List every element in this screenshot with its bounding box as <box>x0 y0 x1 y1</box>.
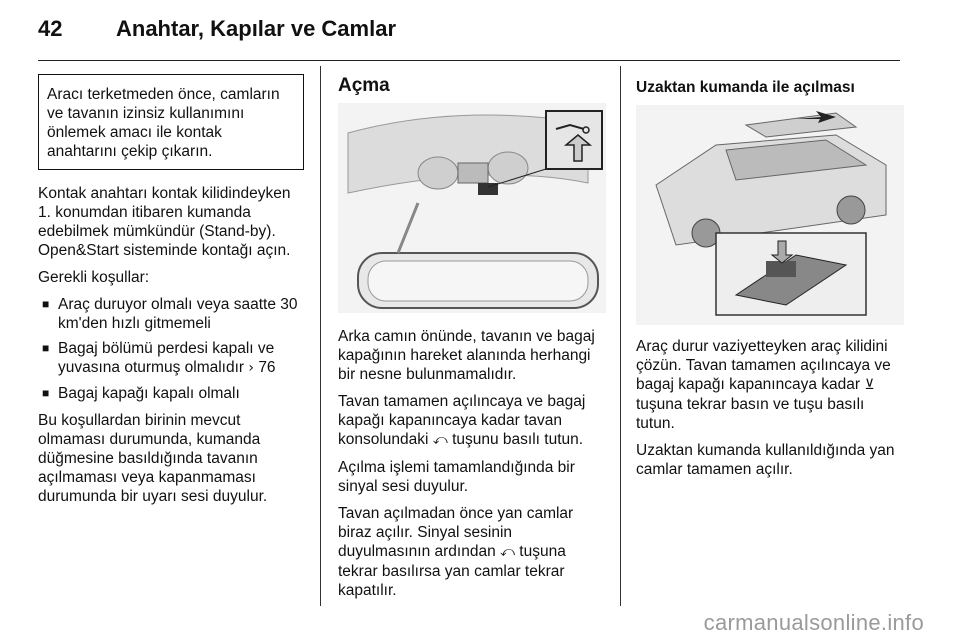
watermark: carmanualsonline.info <box>703 610 924 635</box>
page-reference: 76 <box>258 359 276 376</box>
condition-item: ■ Bagaj kapağı kapalı olmalı <box>38 384 304 403</box>
warning-paragraph: Bu koşullardan birinin mevcut olmaması durumunda, kumanda düğmesine basıldığında tavanın açılmaması veya kapanmaması durumunda bir uyarı sesi duyulur. <box>38 412 268 505</box>
open-para-4: Tavan açılmadan önce yan camlar biraz açılır. Sinyal sesinin duyulmasının ardından ⤺ tuşuna tekrar basılırsa yan camlar tekrar kapatılır. <box>338 505 574 599</box>
roof-button-icon: ⤺ <box>500 544 515 560</box>
standby-paragraph: Kontak anahtarı kontak kilidindeyken 1. konumdan itibaren kumanda edebilmek mümkündür (Stand-by). Open&Start sisteminde kontağı açın. <box>38 185 291 259</box>
notice-text: Aracı terketmeden önce, camların ve tavanın izinsiz kullanımını önlemek amacı ile kontak anahtarını çekip çıkarın. <box>47 86 280 160</box>
open-para-3: Açılma işlemi tamamlandığında bir sinyal sesi duyulur. <box>338 459 575 495</box>
page-number: 42 <box>38 16 63 41</box>
open-para-2: Tavan tamamen açılıncaya ve bagaj kapağı kapanıncaya kadar tavan konsolundaki ⤺ tuşunu basılı tutun. <box>338 393 586 448</box>
arrow-ref-icon: › <box>248 360 254 376</box>
open-para-1: Arka camın önünde, tavanın ve bagaj kapağının hareket alanında herhangi bir nesne bulunmamalıdır. <box>338 328 595 383</box>
roof-console-illustration <box>338 103 606 313</box>
section-title-remote: Uzaktan kumanda ile açılması <box>636 79 855 96</box>
header-divider <box>38 60 900 61</box>
conditions-list <box>38 295 304 403</box>
conditions-label: Gerekli koşullar: <box>38 269 150 286</box>
remote-button-icon: ⊻ <box>864 377 875 393</box>
column-divider <box>620 66 621 606</box>
column-left <box>38 66 304 514</box>
page-title: Anahtar, Kapılar ve Camlar <box>116 16 397 41</box>
car-remote-illustration-svg <box>636 105 904 325</box>
column-right <box>636 66 902 487</box>
column-divider <box>320 66 321 606</box>
remote-para-1: Araç durur vaziyetteyken araç kilidini çözün. Tavan tamamen açılıncaya ve bagaj kapağı kapanıncaya kadar ⊻ tuşuna tekrar basın ve tuşu basılı tutun. <box>636 338 891 432</box>
condition-item: ■ Bagaj bölümü perdesi kapalı ve yuvasına oturmuş olmalıdır › 76 <box>38 339 304 378</box>
roof-console-illustration-svg <box>338 103 606 313</box>
column-middle <box>338 66 606 608</box>
remote-para-2: Uzaktan kumanda kullanıldığında yan camlar tamamen açılır. <box>636 442 895 478</box>
section-title-open: Açma <box>338 75 390 96</box>
condition-item: ■ Araç duruyor olmalı veya saatte 30 km'den hızlı gitmemeli <box>38 295 304 333</box>
car-remote-illustration <box>636 105 904 325</box>
notice-box <box>38 74 304 170</box>
roof-button-icon: ⤺ <box>432 432 448 448</box>
